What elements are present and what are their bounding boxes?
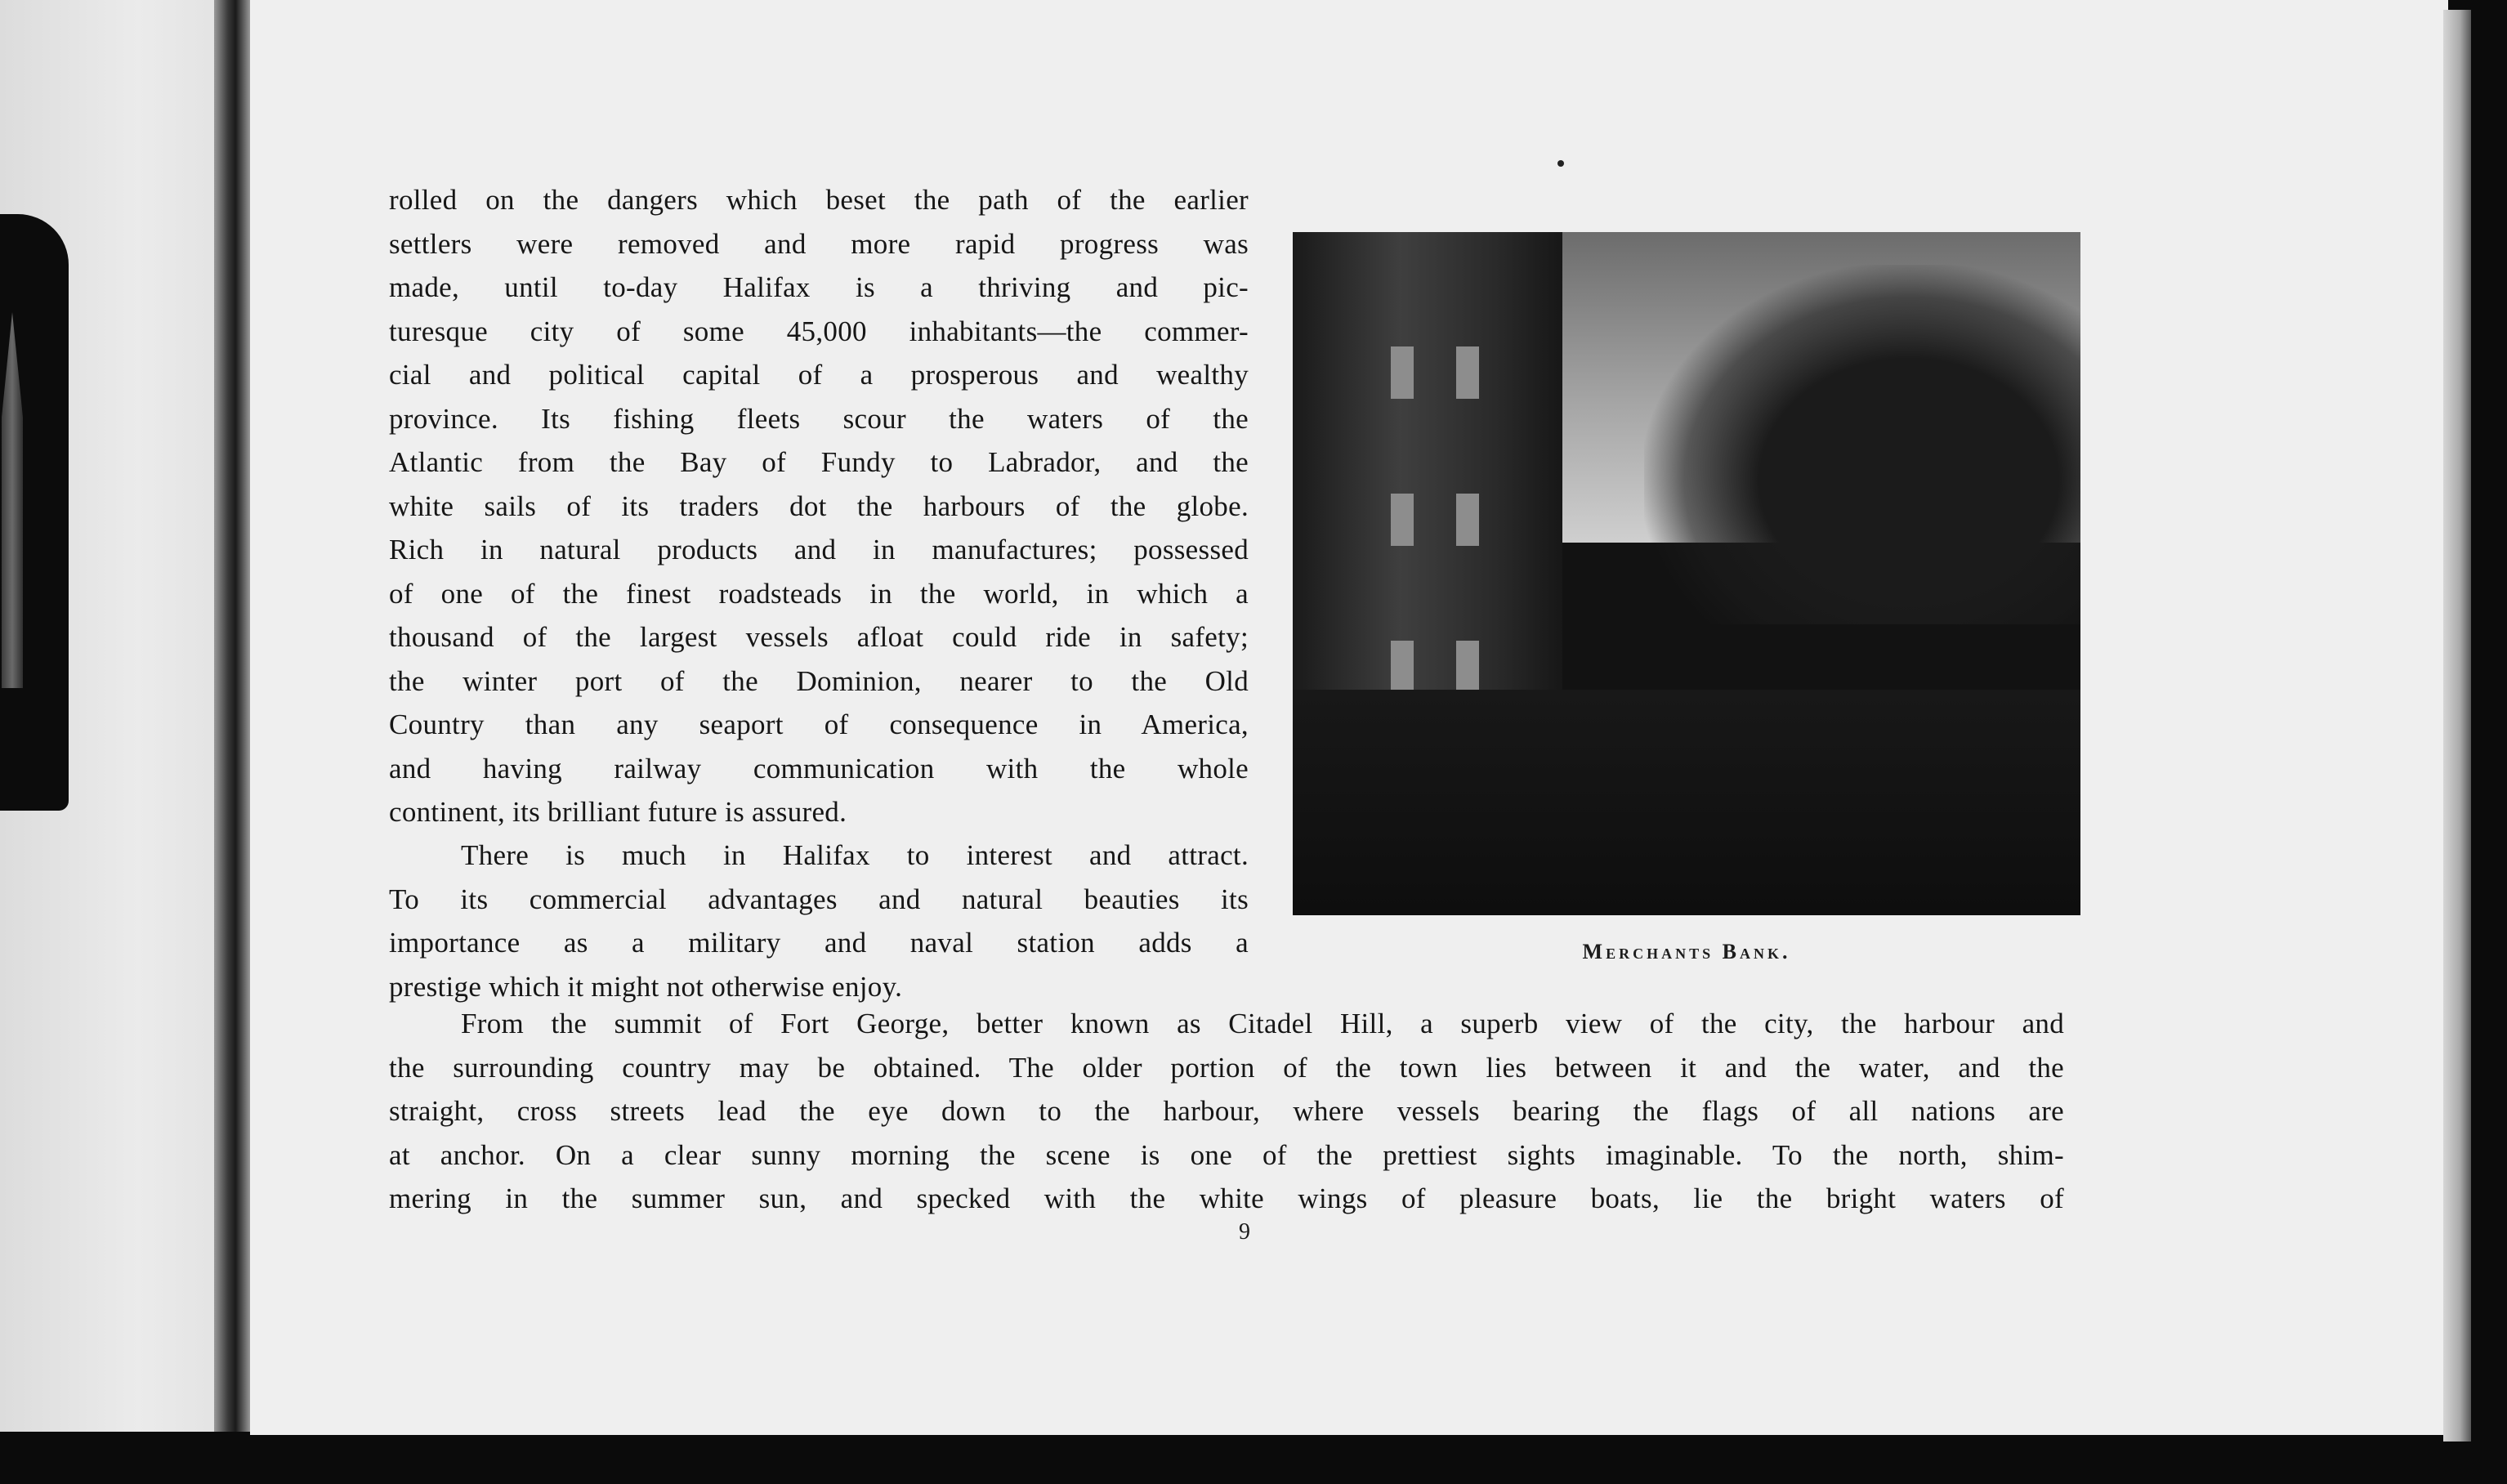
previous-page-photo (0, 214, 69, 811)
text-line: made, until to-day Halifax is a thriving and pic- (389, 271, 1249, 303)
text-line: From the summit of Fort George, better known as Citadel Hill, a superb view of the city, the harbour and (461, 1008, 2064, 1039)
previous-page (0, 0, 230, 1432)
text-line: province. Its fishing fleets scour the waters of the (389, 402, 1249, 435)
text-line: white sails of its traders dot the harbours of the globe. (389, 489, 1249, 522)
text-line: Rich in natural products and in manufactures; possessed (389, 534, 1249, 565)
print-speck (1557, 160, 1564, 167)
text-line: straight, cross streets lead the eye down to the harbour, where vessels bearing the flags of all nations are (389, 1095, 2064, 1127)
merchants-bank-photo (1293, 232, 2080, 915)
text-line: prestige which it might not otherwise enjoy. (389, 970, 903, 1003)
text-line: importance as a military and naval station adds a (389, 927, 1249, 959)
text-line: of one of the finest roadsteads in the world, in which a (389, 577, 1249, 610)
church-spire-image (2, 312, 23, 688)
paragraph-2 (389, 834, 1249, 1008)
text-line: the surrounding country may be obtained. The older portion of the town lies between it and the water, and the (389, 1051, 2064, 1084)
book-gutter (214, 0, 253, 1432)
photo-ground (1293, 690, 2080, 915)
paragraph-3 (389, 1002, 2064, 1221)
paragraph-1 (389, 178, 1249, 834)
page-number: 9 (1239, 1219, 1250, 1245)
window-shape (1456, 494, 1479, 546)
window-shape (1391, 494, 1414, 546)
text-line: mering in the summer sun, and specked with the white wings of pleasure boats, lie the bright waters of (389, 1182, 2064, 1214)
text-line: the winter port of the Dominion, nearer to the Old (389, 664, 1249, 697)
text-line: settlers were removed and more rapid progress was (389, 227, 1249, 260)
text-line: To its commercial advantages and natural beauties its (389, 883, 1249, 915)
photo-caption: Merchants Bank. (1582, 940, 1791, 963)
photo-trees (1644, 265, 2080, 624)
text-line: Atlantic from the Bay of Fundy to Labrador, and the (389, 446, 1249, 478)
text-line: cial and political capital of a prosperous and wealthy (389, 359, 1249, 391)
window-shape (1456, 641, 1479, 693)
text-line: continent, its brilliant future is assured. (389, 796, 847, 828)
window-shape (1456, 346, 1479, 399)
text-line: and having railway communication with the whole (389, 752, 1249, 784)
text-line: Country than any seaport of consequence in America, (389, 708, 1249, 740)
page-edge (2443, 10, 2471, 1442)
text-line: rolled on the dangers which beset the path of the earlier (389, 184, 1249, 216)
window-shape (1391, 346, 1414, 399)
text-line: thousand of the largest vessels afloat could ride in safety; (389, 621, 1249, 653)
text-line: There is much in Halifax to interest and attract. (461, 839, 1249, 871)
text-line: at anchor. On a clear sunny morning the scene is one of the prettiest sights imaginable. To the north, shim- (389, 1138, 2064, 1171)
text-line: turesque city of some 45,000 inhabitants—the commer- (389, 315, 1249, 347)
window-shape (1391, 641, 1414, 693)
